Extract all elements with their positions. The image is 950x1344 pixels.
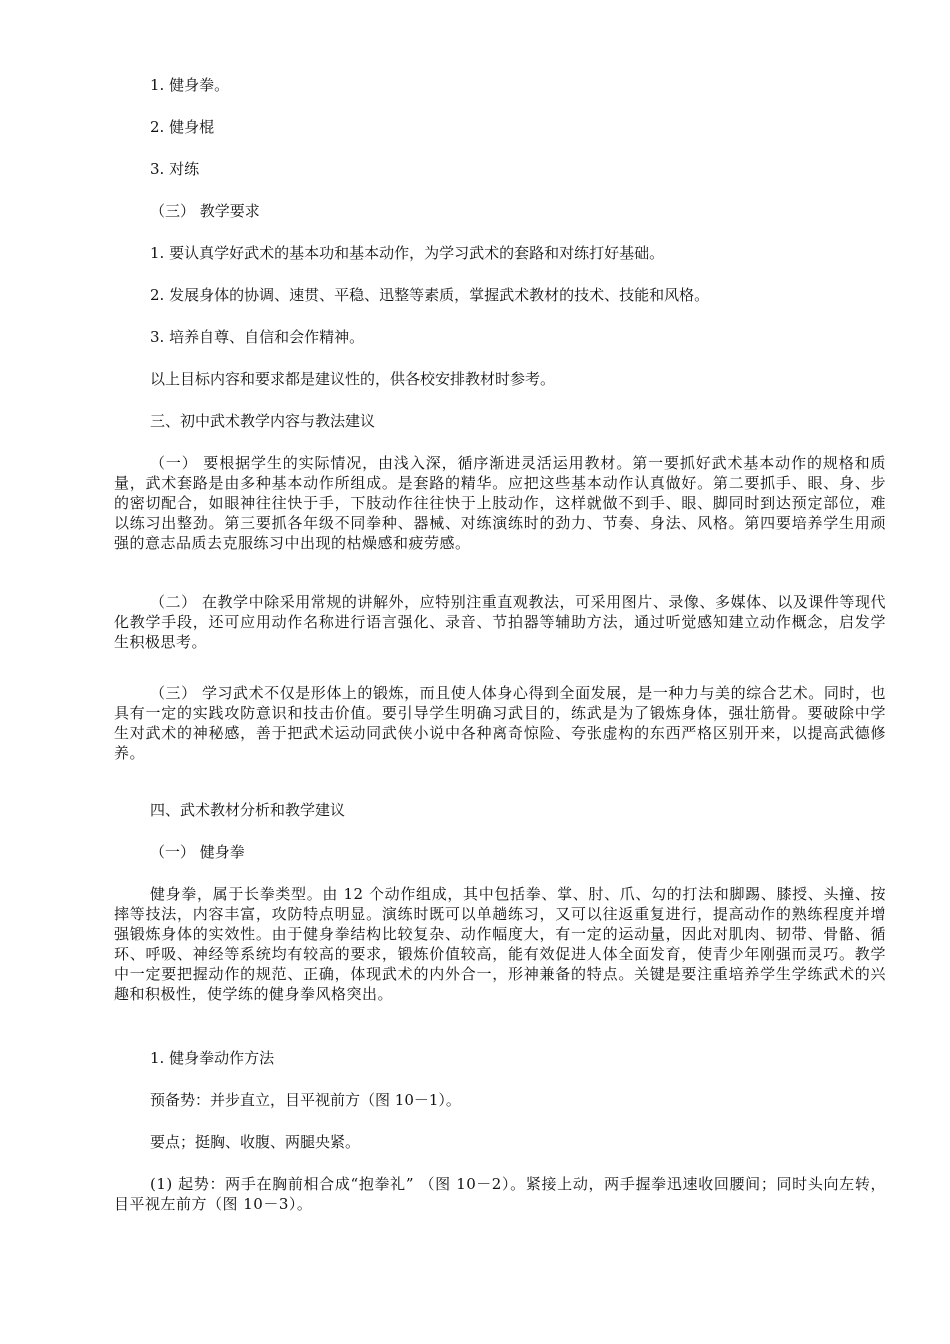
preparation-stance: 预备势：并步直立，目平视前方（图 10－1）。 — [150, 1091, 461, 1109]
key-points: 要点；挺胸、收腹、两腿央紧。 — [150, 1133, 361, 1151]
list-item-fitness-staff: 2. 健身棍 — [150, 118, 215, 136]
paragraph-2: （二） 在教学中除采用常规的讲解外，应特别注重直观教法，可采用图片、录像、多媒体、以及课件等现代化教学手段，还可应用动作名称进行语言强化、录音、节拍器等辅助方法，通过听觉感知建立动作概念，启发学生积极思考。 — [114, 593, 886, 651]
requirement-item-3: 3. 培养自尊、自信和会作精神。 — [150, 328, 365, 346]
section-heading-3: 三、初中武术教学内容与教法建议 — [150, 412, 376, 430]
section-heading-teaching-requirements: （三） 教学要求 — [150, 202, 260, 220]
paragraph-5: (1) 起势：两手在胸前相合成“抱拳礼” （图 10－2）。紧接上动，两手握拳迅速收回腰间；同时头向左转，目平视左前方（图 10－3）。 — [114, 1175, 886, 1213]
paragraph-1: （一） 要根据学生的实际情况，由浅入深，循序渐进灵活运用教材。第一要抓好武术基本动作的规格和质量，武术套路是由多种基本动作所组成。是套路的精华。应把这些基本动作认真做好。第二要抓手、眼、身、步的密切配合，如眼神往往快于手，下肢动作往往快于上肢动作，这样就做不到手、眼、脚同时到达预定部位，难以练习出整劲。第三要抓各年级不同拳种、器械、对练演练时的劲力、节奏、身法、风格。第四要培养学生用顽强的意志品质去克服练习中出现的枯燥感和疲劳感。 — [114, 454, 886, 552]
requirement-item-2: 2. 发展身体的协调、速贯、平稳、迅整等素质，掌握武术教材的技术、技能和风格。 — [150, 286, 710, 304]
subsection-heading-methods: 1. 健身拳动作方法 — [150, 1049, 275, 1067]
section-heading-4: 四、武术教材分析和教学建议 — [150, 801, 346, 819]
paragraph-3: （三） 学习武术不仅是形体上的锻炼，而且使人体身心得到全面发展，是一种力与美的综合艺术。同时，也具有一定的实践攻防意识和技击价值。要引导学生明确习武目的，练武是为了锻炼身体，强壮筋骨。要破除中学生对武术的神秘感，善于把武术运动同武侠小说中各种离奇惊险、夸张虚构的东西严格区别开来，以提高武德修养。 — [114, 684, 886, 762]
note-paragraph: 以上目标内容和要求都是建议性的，供各校安排教材时参考。 — [150, 370, 556, 388]
subsection-heading-fitness-fist: （一） 健身拳 — [150, 843, 245, 861]
requirement-item-1: 1. 要认真学好武术的基本功和基本动作，为学习武术的套路和对练打好基础。 — [150, 244, 665, 262]
paragraph-4: 健身拳，属于长拳类型。由 12 个动作组成，其中包括拳、掌、肘、爪、勾的打法和脚踢、膝授、头撞、按摔等技法，内容丰富，攻防特点明显。演练时既可以单趟练习，又可以往返重复进行，提高动作的熟练程度并增强锻炼身体的实效性。由于健身拳结构比较复杂、动作幅度大，有一定的运动量，因此对肌肉、韧带、骨骼、循环、呼吸、神经等系统均有较高的要求，锻炼价值较高，能有效促进人体全面发育，使青少年刚强而灵巧。教学中一定要把握动作的规范、正确，体现武术的内外合一，形神兼备的特点。关键是要注重培养学生学练武术的兴趣和积极性，使学练的健身拳风格突出。 — [114, 885, 886, 1003]
list-item-fitness-fist: 1. 健身拳。 — [150, 76, 230, 94]
list-item-sparring: 3. 对练 — [150, 160, 200, 178]
